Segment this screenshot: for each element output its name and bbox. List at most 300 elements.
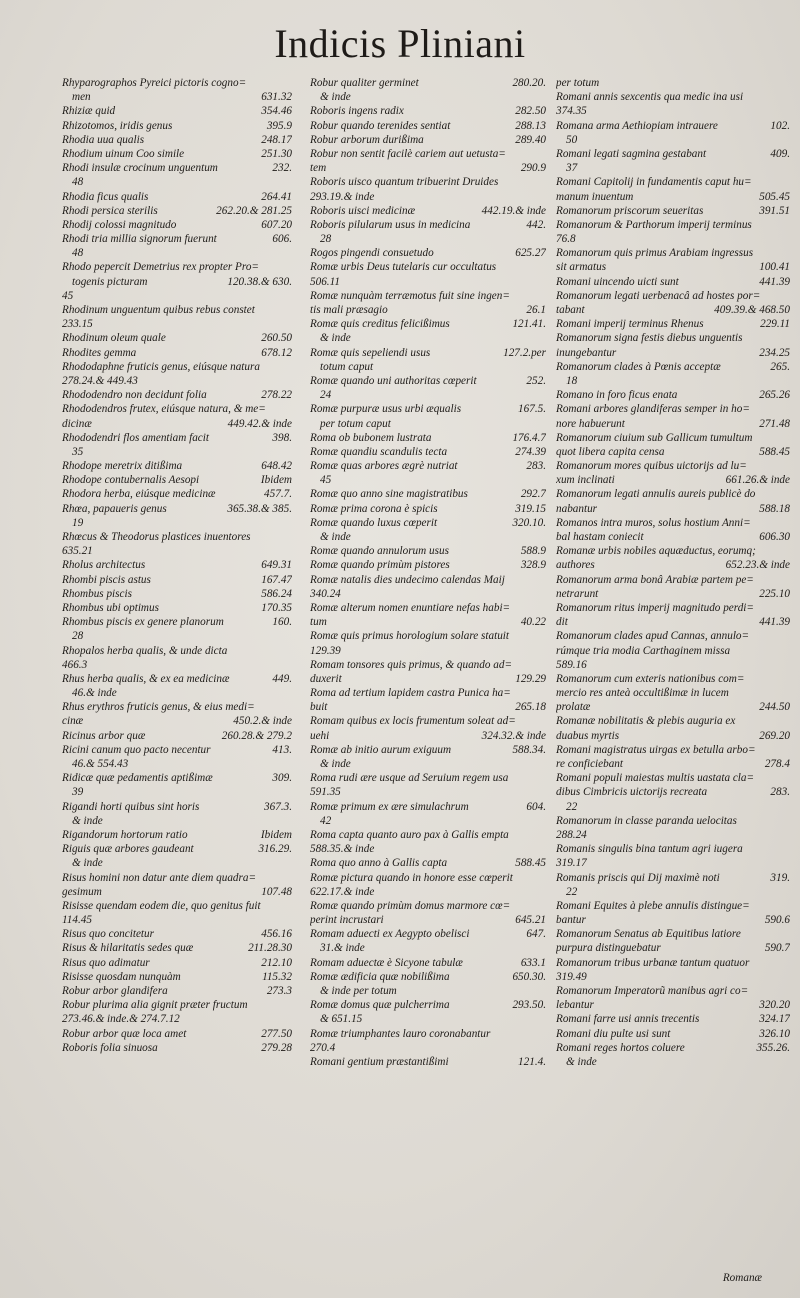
index-entry-line xyxy=(310,104,546,118)
index-entry xyxy=(556,175,790,189)
index-entry-line xyxy=(310,998,546,1012)
index-entry-line xyxy=(310,487,546,501)
index-entry xyxy=(556,417,790,431)
index-entry-line xyxy=(556,317,790,331)
index-entry-line xyxy=(62,502,292,516)
index-entry-text: & inde xyxy=(320,91,351,104)
index-entry xyxy=(310,76,546,104)
index-entry xyxy=(310,346,546,374)
index-entry-line xyxy=(62,190,292,204)
index-entry-continuation xyxy=(310,473,546,487)
index-entry-line xyxy=(62,828,292,842)
index-entry-text: Robur arbor quæ loca amet xyxy=(62,1027,187,1040)
index-entry xyxy=(62,558,292,572)
index-entry xyxy=(62,970,292,984)
index-entry-line xyxy=(556,303,790,317)
index-entry xyxy=(556,232,790,246)
index-entry-text: Romani reges hortos coluere xyxy=(556,1041,685,1054)
index-entry xyxy=(310,644,546,658)
index-entry xyxy=(310,601,546,615)
index-entry-line xyxy=(556,956,790,970)
index-entry-line xyxy=(62,402,292,416)
index-entry-reference: 252. xyxy=(526,374,546,387)
index-entry-reference: 176.4.7 xyxy=(512,431,546,444)
index-entry xyxy=(310,842,546,856)
index-entry-reference: 278.4 xyxy=(764,758,790,770)
index-entry-text: Romæ pictura quando in honore esse cœperit xyxy=(310,871,513,884)
index-entry-text: perint incrustari xyxy=(310,914,384,927)
index-entry-line xyxy=(556,246,790,260)
index-entry-text: Risus & hilaritatis sedes quæ xyxy=(62,942,194,955)
index-entry-text: Rhodope meretrix ditißima xyxy=(62,460,183,473)
index-entry-line xyxy=(556,487,790,501)
index-entry-line xyxy=(62,658,292,672)
index-entry-line xyxy=(62,260,292,274)
index-entry xyxy=(556,76,790,90)
index-entry-text: Romam tonsores quis primus, & quando ad= xyxy=(310,658,512,671)
index-entry-continuation xyxy=(310,360,546,374)
index-entry-text: 24 xyxy=(320,389,332,402)
index-entry-line xyxy=(556,204,790,218)
index-entry-reference: 607.20 xyxy=(261,218,292,231)
index-entry-reference: 121.4. xyxy=(518,1055,546,1068)
index-column-1 xyxy=(62,76,292,1055)
index-entry-text: Rhodi tria millia signorum fuerunt xyxy=(62,233,217,246)
index-entry xyxy=(62,644,292,658)
index-entry-text: Romam aduectæ è Sicyone tabulæ xyxy=(310,956,463,969)
index-entry-line xyxy=(62,743,292,757)
index-entry-text: Romanorum mores quibus uictorijs ad lu= xyxy=(556,460,747,473)
index-entry-continuation xyxy=(62,686,292,700)
index-entry-text: Romani diu pulte usi sunt xyxy=(556,1027,671,1040)
index-entry xyxy=(556,289,790,303)
index-entry-text: Rhododendri flos amentiam facit xyxy=(62,431,209,444)
index-entry-line xyxy=(62,714,292,728)
index-entry-line xyxy=(62,544,292,558)
index-entry-text: Romæ quandiu scandulis tecta xyxy=(310,445,448,458)
index-entry xyxy=(62,388,292,402)
index-entry xyxy=(556,402,790,416)
index-entry-line xyxy=(310,672,546,686)
index-entry-reference: 652.23.& inde xyxy=(725,559,790,572)
index-entry xyxy=(310,573,546,587)
index-entry xyxy=(556,644,790,658)
index-entry-line xyxy=(310,970,546,984)
index-entry-text: duxerit xyxy=(310,672,342,685)
index-entry xyxy=(310,998,546,1026)
index-entry-text: Roma capta quanto auro pax à Gallis empta xyxy=(310,828,509,841)
index-entry-text: Romanæ nobilitatis & plebis auguria ex xyxy=(556,715,736,728)
index-entry xyxy=(556,714,790,728)
index-entry xyxy=(62,714,292,728)
index-entry-text: Rhodinum unguentum quibus rebus constet xyxy=(62,304,255,316)
index-entry-line xyxy=(556,814,790,828)
index-entry-line xyxy=(556,459,790,473)
index-entry-continuation xyxy=(556,374,790,388)
index-entry xyxy=(62,927,292,941)
index-entry xyxy=(62,842,292,870)
index-entry-line xyxy=(310,246,546,260)
index-entry xyxy=(556,544,790,558)
index-entry xyxy=(556,686,790,700)
index-entry-line xyxy=(62,927,292,941)
index-entry-line xyxy=(556,828,790,842)
index-entry-text: per totum caput xyxy=(320,417,391,430)
index-entry-text: Riguis quæ arbores gaudeant xyxy=(62,843,194,856)
index-entry-line xyxy=(310,544,546,558)
index-entry-text: nabantur xyxy=(556,502,598,515)
index-entry-text: dit xyxy=(556,616,568,629)
index-entry-continuation xyxy=(310,814,546,828)
index-entry-continuation xyxy=(310,417,546,431)
index-entry-reference: 248.17 xyxy=(261,133,292,146)
index-entry xyxy=(62,289,292,303)
index-entry-line xyxy=(556,431,790,445)
index-entry-continuation xyxy=(62,246,292,260)
index-entry-line xyxy=(310,289,546,303)
index-entry xyxy=(556,814,790,828)
index-entry-text: Romanorum ritus imperij magnitudo perdi= xyxy=(556,601,754,614)
index-entry-reference: 269.20 xyxy=(759,729,790,742)
index-entry-continuation xyxy=(310,232,546,246)
index-entry-line xyxy=(310,161,546,175)
index-entry xyxy=(310,558,546,572)
index-entry-line xyxy=(310,885,546,899)
index-entry-line xyxy=(310,431,546,445)
index-entry-continuation xyxy=(310,984,546,998)
index-entry xyxy=(310,402,546,430)
index-entry-line xyxy=(310,899,546,913)
index-entry xyxy=(556,871,790,899)
index-entry-text: duabus myrtis xyxy=(556,729,620,742)
index-entry xyxy=(62,417,292,431)
index-entry-reference: 678.12 xyxy=(261,346,292,359)
index-entry-text: Robur non sentit facilè cariem aut uetusta= xyxy=(310,147,506,160)
index-entry-line xyxy=(62,1027,292,1041)
index-entry-text: Romanorum priscorum seueritas xyxy=(556,204,704,217)
index-entry-text: re conficiebant xyxy=(556,758,623,770)
index-entry-text: 45 xyxy=(320,474,332,487)
index-entry xyxy=(62,218,292,232)
index-entry xyxy=(62,502,292,530)
index-entry-line xyxy=(556,275,790,289)
index-entry-text: Romanorum Imperatorũ manibus agri co= xyxy=(556,985,749,997)
index-entry-text: 48 xyxy=(72,247,84,260)
index-entry-text: Romani gentium præstantißimi xyxy=(310,1055,449,1068)
index-entry-reference: 441.39 xyxy=(759,275,790,288)
index-entry-line xyxy=(310,260,546,274)
index-entry-line xyxy=(62,700,292,714)
index-entry-text: Romani annis sexcentis qua medic ina usi xyxy=(556,91,744,104)
index-entry-reference: 413. xyxy=(272,743,292,756)
index-entry-line xyxy=(556,544,790,558)
index-entry-line xyxy=(62,459,292,473)
index-entry-line xyxy=(556,672,790,686)
index-entry xyxy=(556,303,790,317)
index-entry-text: Rhiziæ quid xyxy=(62,105,116,118)
index-entry-text: 288.24 xyxy=(556,828,587,841)
index-entry-reference: 588.45 xyxy=(515,857,546,870)
index-entry-text: 319.49 xyxy=(556,970,587,983)
index-entry-text: Rhodites gemma xyxy=(62,346,137,359)
index-entry-text: Rigandorum hortorum ratio xyxy=(62,828,188,841)
index-entry-continuation xyxy=(62,757,292,771)
index-entry-continuation xyxy=(556,800,790,814)
index-entry xyxy=(556,601,790,615)
index-entry xyxy=(556,90,790,104)
index-entry-text: Romanos intra muros, solus hostium Anni= xyxy=(556,516,751,529)
index-entry-reference: 160. xyxy=(272,616,292,629)
index-entry-text: 622.17.& inde xyxy=(310,885,375,898)
index-entry-line xyxy=(310,402,546,416)
index-entry-line xyxy=(62,331,292,345)
index-entry xyxy=(62,601,292,615)
index-entry-reference: 293.50. xyxy=(512,999,546,1012)
index-entry xyxy=(310,516,546,544)
index-entry xyxy=(62,941,292,955)
index-entry xyxy=(62,190,292,204)
index-entry xyxy=(556,941,790,955)
index-entry-text: Robur plurima alia gignit præter fructum xyxy=(62,999,248,1012)
index-entry xyxy=(556,785,790,813)
index-entry-text: Romæ domus quæ pulcherrima xyxy=(310,999,450,1012)
index-entry-text: Rhodope contubernalis Aesopi xyxy=(62,474,200,487)
index-entry xyxy=(310,459,546,487)
index-entry-line xyxy=(556,1027,790,1041)
index-entry-reference: 590.7 xyxy=(764,942,790,955)
index-entry-text: Romanorum & Parthorum imperij terminus xyxy=(556,218,752,231)
index-entry-text: Rhodij colossi magnitudo xyxy=(62,218,177,231)
index-entry-line xyxy=(62,800,292,814)
index-entry xyxy=(556,658,790,672)
index-entry xyxy=(62,1041,292,1055)
index-entry-reference: 120.38.& 630. xyxy=(227,275,292,288)
index-entry xyxy=(310,729,546,743)
index-entry-line xyxy=(62,317,292,331)
index-entry xyxy=(62,743,292,771)
index-entry-text: 37 xyxy=(566,162,578,175)
index-entry-line xyxy=(62,346,292,360)
index-entry-line xyxy=(62,984,292,998)
index-entry-line xyxy=(62,558,292,572)
index-entry-line xyxy=(310,119,546,133)
index-entry-line xyxy=(310,1055,546,1069)
index-entry xyxy=(556,956,790,970)
index-entry-continuation xyxy=(310,941,546,955)
index-entry-line xyxy=(310,346,546,360)
index-entry-text: & inde xyxy=(320,531,351,543)
index-entry-continuation xyxy=(310,757,546,771)
index-entry-reference: 586.24 xyxy=(261,587,292,600)
index-entry xyxy=(556,558,790,572)
index-entry xyxy=(310,1055,546,1069)
index-entry-reference: 365.38.& 385. xyxy=(227,502,292,515)
index-entry-line xyxy=(62,232,292,246)
index-entry-line xyxy=(310,828,546,842)
index-entry-text: Rhombus piscis xyxy=(62,587,132,600)
index-entry-reference: 590.6 xyxy=(764,914,790,927)
index-entry xyxy=(62,487,292,501)
index-entry-reference: 409.39.& 468.50 xyxy=(714,304,790,316)
index-entry-line xyxy=(556,998,790,1012)
index-entry xyxy=(310,260,546,274)
index-entry-line xyxy=(556,899,790,913)
index-entry-reference: 234.25 xyxy=(759,346,790,359)
index-entry-text: tum xyxy=(310,616,327,629)
index-entry xyxy=(62,119,292,133)
index-entry-text: Robur arborum durißima xyxy=(310,133,424,146)
index-entry xyxy=(310,104,546,118)
index-entry-line xyxy=(556,601,790,615)
index-entry-text: 46.& 554.43 xyxy=(72,758,129,770)
index-entry-text: Romani imperij terminus Rhenus xyxy=(556,318,704,331)
index-entry-text: Romæ quando annulorum usus xyxy=(310,545,449,558)
index-entry-text: tis mali præsagio xyxy=(310,304,388,316)
index-entry-text: Romam aduecti ex Aegypto obelisci xyxy=(310,928,470,941)
index-entry xyxy=(310,161,546,175)
index-entry-text: Rhododaphne fruticis genus, eiúsque natura xyxy=(62,360,260,373)
index-entry xyxy=(310,431,546,445)
index-entry-line xyxy=(62,530,292,544)
index-entry-line xyxy=(310,317,546,331)
index-entry xyxy=(310,1027,546,1041)
index-entry xyxy=(310,289,546,303)
index-entry-text: authores xyxy=(556,559,595,572)
index-entry-reference: 398. xyxy=(272,431,292,444)
index-entry-line xyxy=(556,785,790,799)
index-entry-text: 31.& inde xyxy=(320,942,365,955)
index-entry xyxy=(556,842,790,856)
index-entry-line xyxy=(556,76,790,90)
index-entry-text: Romani legati sagmina gestabant xyxy=(556,147,707,160)
index-entry-reference: 265. xyxy=(770,360,790,373)
index-entry-text: Robur qualiter germinet xyxy=(310,77,419,89)
index-entry-reference: 409. xyxy=(770,147,790,160)
index-entry-text: netrarunt xyxy=(556,587,599,600)
index-entry xyxy=(556,672,790,686)
index-entry-reference: 279.28 xyxy=(261,1041,292,1054)
index-entry xyxy=(62,587,292,601)
index-entry-text: Robur quando terenides sentiat xyxy=(310,119,451,132)
index-entry-line xyxy=(556,360,790,374)
index-entry-text: Romam quibus ex locis frumentum soleat ad= xyxy=(310,715,516,728)
index-entry-line xyxy=(310,658,546,672)
index-entry-reference: 283. xyxy=(526,460,546,473)
index-entry-line xyxy=(62,133,292,147)
index-entry-text: Romæ quis creditus felicißimus xyxy=(310,318,450,331)
index-entry-reference: 212.10 xyxy=(261,956,292,969)
index-entry-line xyxy=(556,615,790,629)
index-entry-text: Romæ quando luxus cœperit xyxy=(310,516,438,529)
index-entry xyxy=(556,757,790,771)
index-entry-text: Rhodinum oleum quale xyxy=(62,332,166,345)
index-entry-text: & inde xyxy=(320,758,351,770)
index-entry xyxy=(62,147,292,161)
index-entry-continuation xyxy=(310,90,546,104)
index-entry-reference: 456.16 xyxy=(261,928,292,941)
index-entry-line xyxy=(310,573,546,587)
index-entry-line xyxy=(556,913,790,927)
index-entry-line xyxy=(556,1012,790,1026)
index-entry-continuation xyxy=(556,133,790,147)
index-entry-reference: 588.45 xyxy=(759,445,790,458)
index-entry-line xyxy=(62,601,292,615)
index-entry-reference: 661.26.& inde xyxy=(725,474,790,487)
index-entry-reference: 354.46 xyxy=(261,105,292,118)
index-entry-continuation xyxy=(62,814,292,828)
index-entry-text: Roma rudi ære usque ad Seruium regem usa xyxy=(310,772,509,785)
index-entry-line xyxy=(556,658,790,672)
index-entry-text: Romani uincendo uicti sunt xyxy=(556,275,679,288)
index-entry-text: cinæ xyxy=(62,715,84,728)
index-entry-text: manum inuentum xyxy=(556,190,634,203)
index-column-2 xyxy=(310,76,546,1069)
index-entry-line xyxy=(310,190,546,204)
index-entry-text: Roboris pilularum usus in medicina xyxy=(310,218,471,231)
index-entry xyxy=(556,970,790,984)
index-entry-text: Romæ urbis Deus tutelaris cur occultatus xyxy=(310,261,497,274)
index-entry-line xyxy=(556,402,790,416)
index-entry-text: Rhombus ubi optimus xyxy=(62,601,159,614)
index-entry-text: Romæ triumphantes lauro coronabantur xyxy=(310,1027,491,1040)
index-entry-line xyxy=(62,289,292,303)
index-entry xyxy=(62,232,292,260)
index-entry-line xyxy=(62,956,292,970)
index-entry-line xyxy=(310,502,546,516)
index-entry xyxy=(556,204,790,218)
index-entry-text: dicinæ xyxy=(62,417,92,430)
index-entry-line xyxy=(310,913,546,927)
index-entry-reference: 292.7 xyxy=(520,488,546,501)
index-entry xyxy=(310,658,546,672)
index-entry-reference: 442.19.& inde xyxy=(481,204,546,217)
index-entry-reference: 282.50 xyxy=(515,105,546,118)
index-entry-text: Romanis priscis qui Dij maximè noti xyxy=(556,871,720,884)
index-entry-line xyxy=(310,175,546,189)
index-entry-reference: 588.9 xyxy=(520,545,546,558)
index-entry-line xyxy=(62,941,292,955)
index-entry xyxy=(62,402,292,416)
index-entry-line xyxy=(556,629,790,643)
index-entry xyxy=(556,147,790,175)
index-entry-line xyxy=(310,856,546,870)
index-entry-reference: 441.39 xyxy=(759,616,790,629)
index-entry xyxy=(310,544,546,558)
index-entry-text: Rhodia uua qualis xyxy=(62,133,145,146)
index-entry-line xyxy=(62,615,292,629)
index-entry-text: xum inclinati xyxy=(556,474,615,487)
index-entry xyxy=(556,856,790,870)
index-entry xyxy=(310,771,546,785)
index-entry-text: Risus quo concitetur xyxy=(62,928,154,941)
index-entry xyxy=(310,828,546,842)
index-entry-text: Rhododendro non decidunt folia xyxy=(62,389,207,402)
index-entry-text: togenis picturam xyxy=(72,275,148,288)
index-entry-line xyxy=(62,644,292,658)
index-entry-reference: 391.51 xyxy=(759,204,790,217)
index-entry-text: Risus homini non datur ante diem quadra= xyxy=(62,871,257,884)
index-entry xyxy=(310,885,546,899)
index-entry-text: 18 xyxy=(566,374,578,387)
index-entry-line xyxy=(310,927,546,941)
index-entry-reference: 127.2.per xyxy=(503,346,546,359)
index-entry-line xyxy=(62,104,292,118)
index-entry-line xyxy=(556,984,790,998)
index-entry-reference: 229.11 xyxy=(760,318,790,331)
index-entry-text: uehi xyxy=(310,729,330,742)
index-entry-text: 129.39 xyxy=(310,644,341,657)
index-entry-reference: 326.10 xyxy=(759,1027,790,1040)
